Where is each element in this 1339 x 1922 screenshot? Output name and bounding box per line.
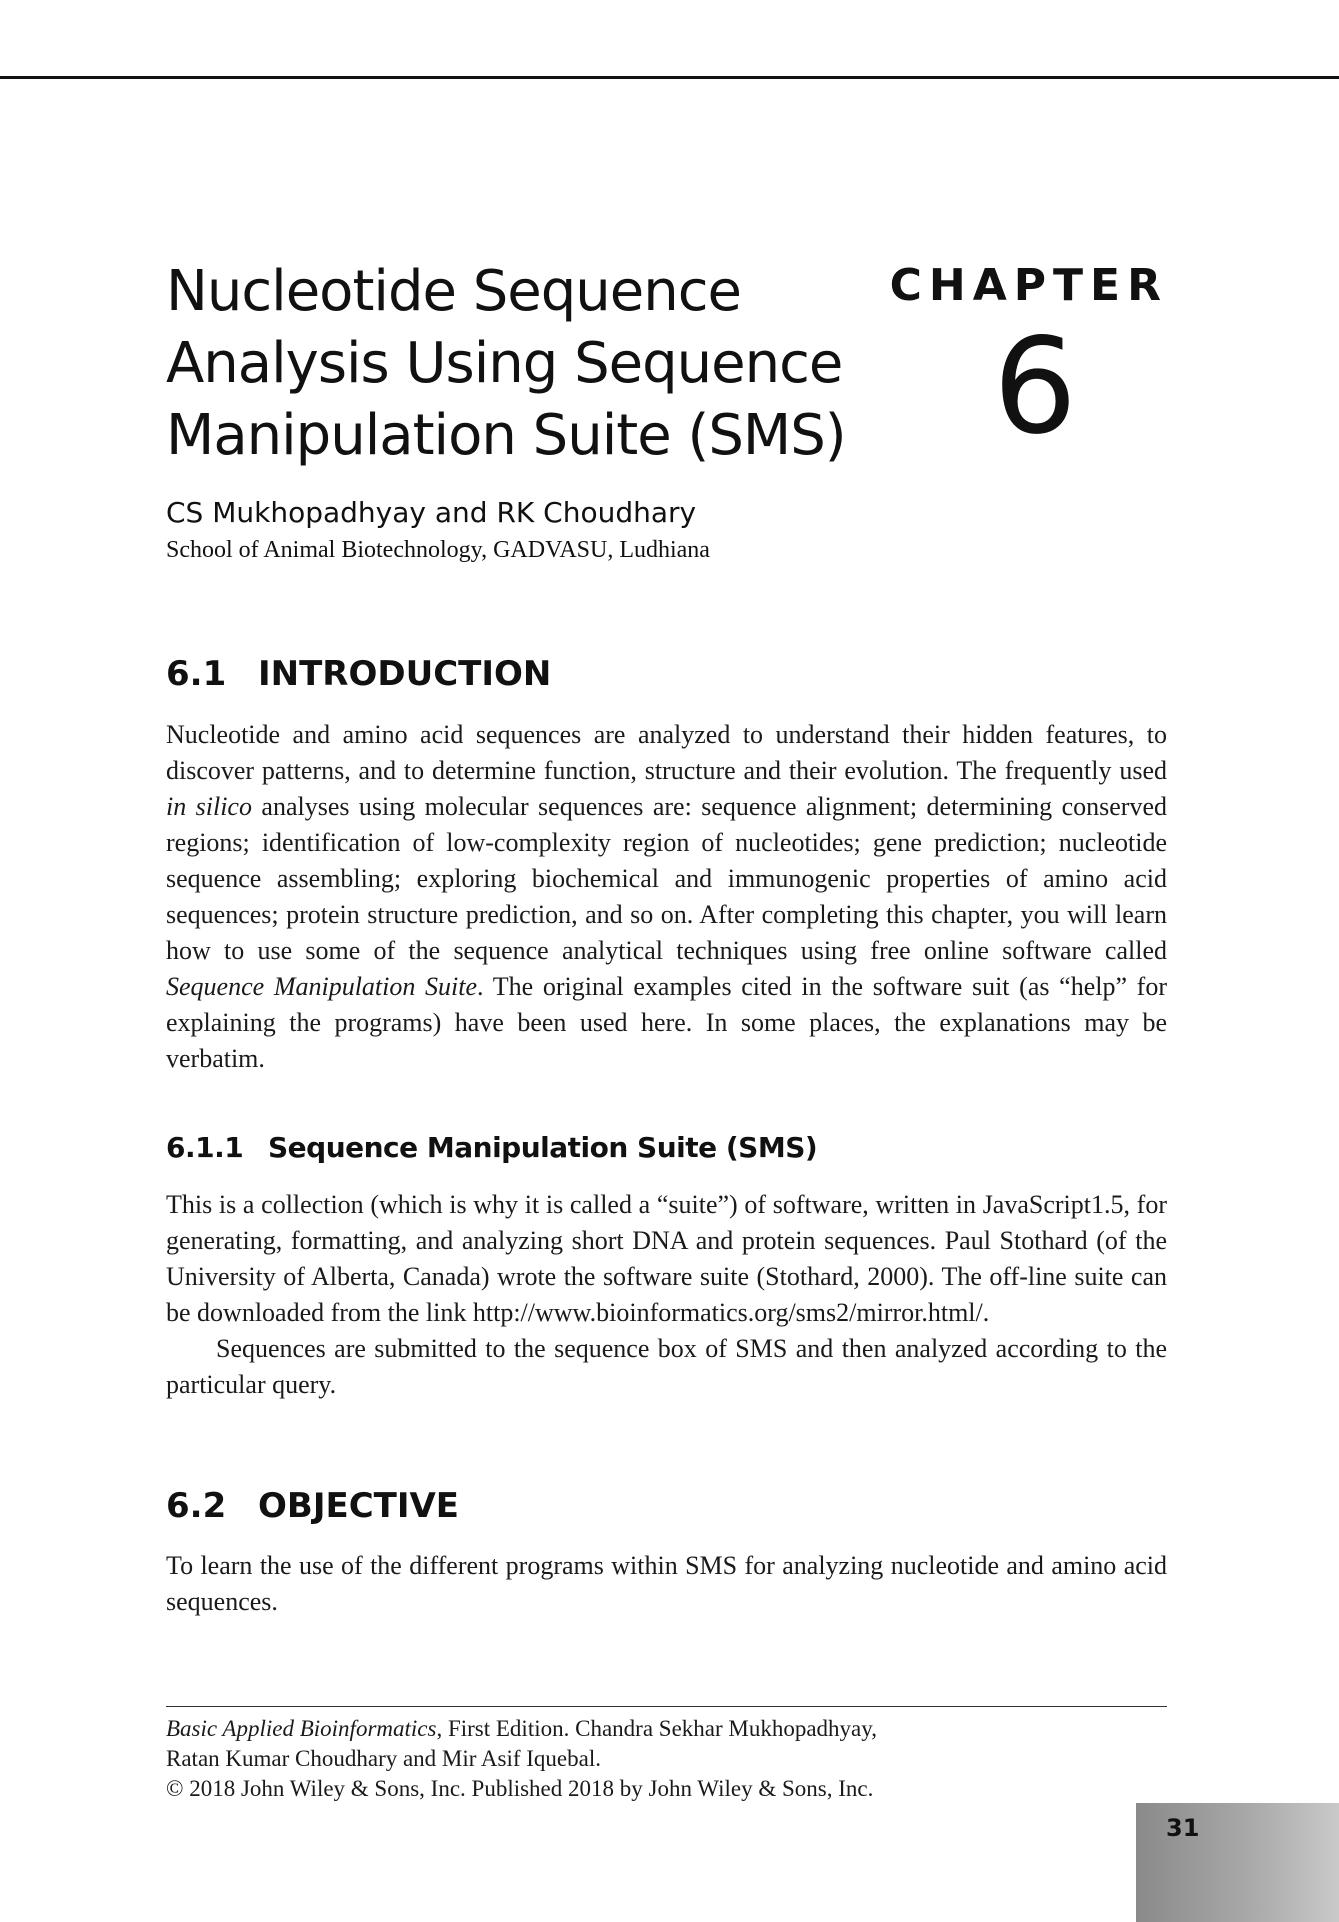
footnote-rule	[166, 1706, 1167, 1707]
emphasis-text: in silico	[166, 792, 252, 821]
section-number: 6.1	[166, 654, 227, 694]
page-number: 31	[1166, 1814, 1200, 1842]
chapter-title	[166, 256, 926, 472]
footnote-line	[166, 1714, 1167, 1744]
subsection-number: 6.1.1	[166, 1131, 244, 1164]
objective-paragraph: To learn the use of the different programs within SMS for analyzing nucleotide and amino acid sequences.	[166, 1551, 1167, 1616]
objective-body	[166, 1548, 1167, 1620]
footnote-line: Ratan Kumar Choudhary and Mir Asif Iquebal.	[166, 1746, 601, 1771]
chapter-label: CHAPTER	[889, 260, 1168, 311]
section-title: OBJECTIVE	[258, 1486, 460, 1526]
footnote-text: , First Edition. Chandra Sekhar Mukhopadhyay,	[436, 1716, 878, 1741]
section-number: 6.2	[166, 1486, 227, 1526]
chapter-number: 6	[993, 310, 1077, 464]
subsection-heading-sms	[166, 1131, 817, 1164]
chapter-title-line: Nucleotide Sequence	[166, 259, 741, 324]
footnote	[166, 1714, 1167, 1804]
chapter-title-line: Analysis Using Sequence	[166, 331, 843, 396]
section-title: INTRODUCTION	[258, 654, 552, 694]
subsection-title: Sequence Manipulation Suite (SMS)	[268, 1131, 818, 1164]
text-run: Nucleotide and amino acid sequences are analyzed to understand their hidden features, to discover patterns, and to determine function, structure and their evolution. The frequently used	[166, 720, 1167, 785]
emphasis-text: Sequence Manipulation Suite	[166, 972, 478, 1001]
sms-paragraph: Sequences are submitted to the sequence box of SMS and then analyzed according to the particular query.	[166, 1334, 1167, 1399]
chapter-affiliation: School of Animal Biotechnology, GADVASU, Ludhiana	[166, 537, 710, 563]
sms-body	[166, 1187, 1167, 1403]
chapter-authors: CS Mukhopadhyay and RK Choudhary	[166, 496, 697, 529]
book-title: Basic Applied Bioinformatics	[166, 1716, 437, 1741]
footnote-line: © 2018 John Wiley & Sons, Inc. Published 2018 by John Wiley & Sons, Inc.	[166, 1776, 874, 1801]
section-heading-introduction	[166, 654, 551, 694]
introduction-body	[166, 717, 1167, 1077]
text-run: analyses using molecular sequences are: sequence alignment; determining conserved regions; identification of low-complexity region of nucleotides; gene prediction; nucleotide sequence assembling; exploring biochemical and immunogenic properties of amino acid sequences; protein structure prediction, and so on. After completing this chapter, you will learn how to use some of the sequence analytical techniques using free online software called	[166, 792, 1167, 965]
top-rule	[0, 76, 1339, 79]
sms-paragraph: This is a collection (which is why it is called a “suite”) of software, written in JavaScript1.5, for generating, formatting, and analyzing short DNA and protein sequences. Paul Stothard (of the University of Alberta, Canada) wrote the software suite (Stothard, 2000). The off-line suite can be downloaded from the link http://www.bioinformatics.org/sms2/mirror.html/.	[166, 1190, 1167, 1327]
section-heading-objective	[166, 1486, 459, 1526]
chapter-title-line: Manipulation Suite (SMS)	[166, 403, 846, 468]
text-run: . The original examples cited in the software suit (as “help” for explaining the programs) have been used here. In some places, the explanations may be verbatim.	[166, 972, 1168, 1073]
introduction-paragraph	[166, 717, 1167, 1077]
